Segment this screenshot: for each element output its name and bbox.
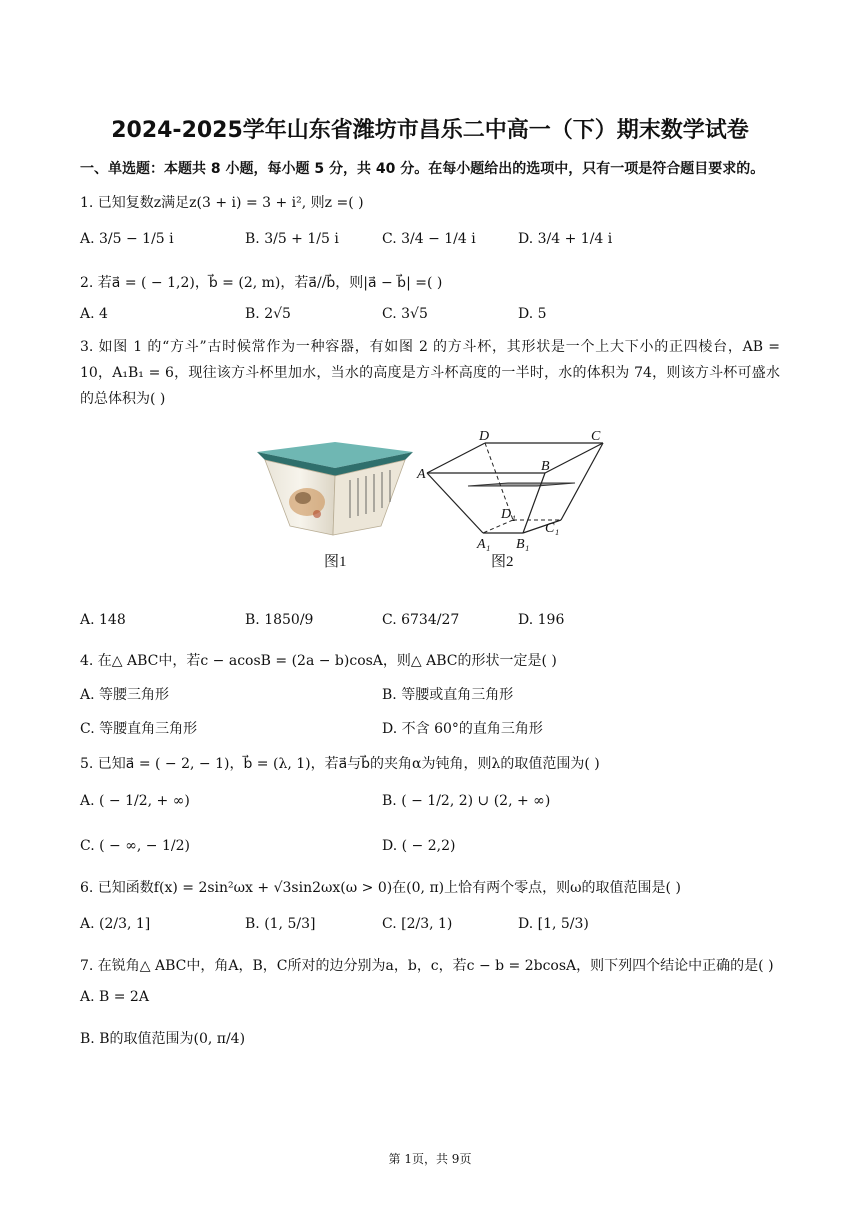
fangdou-bowl-photo [255, 440, 415, 540]
question-6-stem: 6. 已知函数f(x) = 2sin²ωx + √3sin2ωx(ω > 0)在(0, π)上恰有两个零点，则ω的取值范围是( ) [80, 880, 681, 896]
q4-option-d: D. 不含 60°的直角三角形 [382, 721, 543, 737]
q7-option-b: B. B的取值范围为(0, π/4) [80, 1031, 246, 1047]
question-7-stem: 7. 在锐角△ ABC中，角A，B，C所对的边分别为a，b，c，若c − b = 2bcosA，则下列四个结论中正确的是( ) [80, 958, 774, 974]
q4-option-a: A. 等腰三角形 [80, 687, 170, 703]
question-2-stem: 2. 若a⃗ = ( − 1,2)，b⃗ = (2, m)，若a⃗//b⃗，则|a⃗ − b⃗| =( ) [80, 275, 443, 291]
q5-option-a: A. ( − 1/2, + ∞) [80, 793, 190, 809]
q5-option-b: B. ( − 1/2, 2) ∪ (2, + ∞) [382, 793, 551, 809]
q6-option-d: D. [1, 5/3) [518, 916, 589, 932]
point-b-label: B [541, 459, 550, 474]
q1-option-d: D. 3/4 + 1/4 i [518, 231, 613, 247]
q6-option-b: B. (1, 5/3] [245, 916, 316, 932]
question-4-stem: 4. 在△ ABC中，若c − acosB = (2a − b)cosA，则△ ABC的形状一定是( ) [80, 653, 557, 669]
point-c1-label: C₁ [545, 521, 560, 536]
q1-option-c: C. 3/4 − 1/4 i [382, 231, 476, 247]
q4-option-c: C. 等腰直角三角形 [80, 721, 198, 737]
q6-option-a: A. (2/3, 1] [80, 916, 151, 932]
question-1-stem: 1. 已知复数z满足z(3 + i) = 3 + i², 则z =( ) [80, 195, 364, 211]
section-heading: 一、单选题：本题共 8 小题，每小题 5 分，共 40 分。在每小题给出的选项中，只有一项是符合题目要求的。 [80, 161, 765, 177]
q5-option-c: C. ( − ∞, − 1/2) [80, 838, 190, 854]
q2-option-d: D. 5 [518, 306, 547, 322]
q1-option-b: B. 3/5 + 1/5 i [245, 231, 339, 247]
q4-option-b: B. 等腰或直角三角形 [382, 687, 514, 703]
q3-option-a: A. 148 [80, 612, 126, 628]
point-a1-label: A₁ [477, 537, 491, 552]
page-footer: 第 1页，共 9页 [388, 1152, 472, 1166]
q2-option-c: C. 3√5 [382, 306, 428, 322]
q3-option-c: C. 6734/27 [382, 612, 460, 628]
point-d1-label: D₁ [501, 507, 516, 522]
q3-option-d: D. 196 [518, 612, 565, 628]
q5-option-d: D. ( − 2,2) [382, 838, 456, 854]
q1-option-a: A. 3/5 − 1/5 i [80, 231, 174, 247]
q7-option-a: A. B = 2A [80, 989, 149, 1005]
figure-2-label: 图2 [491, 554, 514, 570]
q3-option-b: B. 1850/9 [245, 612, 314, 628]
point-b1-label: B₁ [516, 537, 530, 552]
q2-option-a: A. 4 [80, 306, 108, 322]
figure-1-label: 图1 [324, 554, 347, 570]
frustum-diagram [415, 428, 615, 553]
page-title: 2024-2025学年山东省潍坊市昌乐二中高一（下）期末数学试卷 [111, 118, 749, 143]
question-3-stem: 3. 如图 1 的“方斗”古时候常作为一种容器，有如图 2 的方斗杯，其形状是一个上大下小的正四棱台，AB = 10，A₁B₁ = 6，现往该方斗杯里加水，当水的高度是方斗杯高度的一半时，水的体积为 74，则该方斗杯可盛水的总体积为( ) [80, 339, 780, 407]
point-d-label: D [479, 429, 490, 444]
question-5-stem: 5. 已知a⃗ = ( − 2, − 1)，b⃗ = (λ, 1)，若a⃗与b⃗的夹角α为钝角，则λ的取值范围为( ) [80, 756, 600, 772]
q2-option-b: B. 2√5 [245, 306, 291, 322]
q6-option-c: C. [2/3, 1) [382, 916, 453, 932]
point-c-label: C [591, 429, 601, 444]
point-a-label: A [417, 467, 426, 482]
